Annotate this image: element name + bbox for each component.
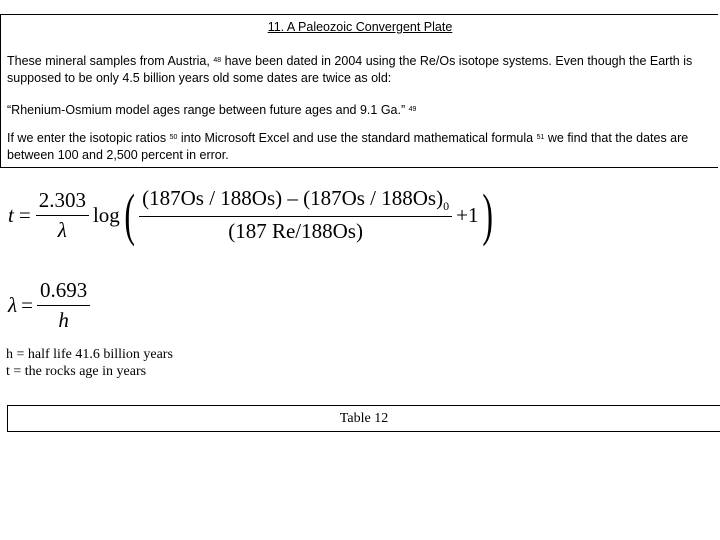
- quote-paragraph: [7, 102, 715, 119]
- table-caption-box: [7, 405, 720, 432]
- ratio-denominator: (187 Re/188Os): [228, 219, 363, 244]
- footnote-ref-48: 48: [213, 57, 222, 64]
- ratio-numerator-text: (187Os / 188Os) – (187Os / 188Os): [142, 186, 444, 210]
- intro-text-after: have been dated in 2004 using the Re/Os isotope systems. Even though the Earth is supposed to be only 4.5 billion years old some dates are twice as old:: [7, 54, 693, 85]
- footnote-ref-51: 51: [536, 134, 545, 141]
- age-note: t = the rocks age in years: [6, 364, 147, 379]
- table-caption: Table 12: [339, 410, 389, 426]
- footnote-ref-49: 49: [408, 106, 417, 113]
- footnote-ref-50: 50: [169, 134, 178, 141]
- half-life-note: h = half life 41.6 billion years: [6, 347, 173, 362]
- log-function: log: [92, 202, 120, 227]
- coefficient-denominator: λ: [57, 217, 67, 242]
- lambda-denominator: h: [58, 308, 69, 332]
- excel-text-before: If we enter the isotopic ratios: [7, 131, 170, 145]
- intro-paragraph: [7, 53, 715, 87]
- excel-text-after: we find that the dates are between 100 and 2,500 percent in error.: [7, 131, 689, 162]
- coefficient-fraction: [36, 188, 89, 243]
- formula-t-equals: =: [18, 202, 31, 227]
- ratio-fraction: [139, 186, 452, 244]
- right-paren: ): [482, 182, 494, 248]
- age-formula: [8, 182, 498, 248]
- plus-one: +1: [456, 202, 479, 227]
- formula-lambda-lhs: λ: [8, 293, 18, 317]
- ratio-numerator: [139, 186, 452, 217]
- lambda-fraction: [37, 278, 90, 333]
- slide-title: 11. A Paleozoic Convergent Plate: [267, 20, 453, 34]
- left-paren: (: [124, 182, 135, 248]
- initial-subscript: 0: [443, 199, 450, 214]
- intro-text-before: These mineral samples from Austria,: [7, 54, 214, 68]
- excel-paragraph: [7, 130, 715, 164]
- excel-text-middle: into Microsoft Excel and use the standard mathematical formula: [177, 131, 537, 145]
- quote-text: “Rhenium-Osmium model ages range between future ages and 9.1 Ga.”: [7, 103, 406, 117]
- lambda-numerator: 0.693: [37, 278, 90, 306]
- formula-lambda-equals: =: [21, 293, 33, 317]
- variable-definitions: [6, 346, 173, 380]
- formula-t-lhs: t: [8, 202, 14, 227]
- coefficient-numerator: 2.303: [36, 188, 89, 216]
- decay-constant-formula: [8, 278, 90, 333]
